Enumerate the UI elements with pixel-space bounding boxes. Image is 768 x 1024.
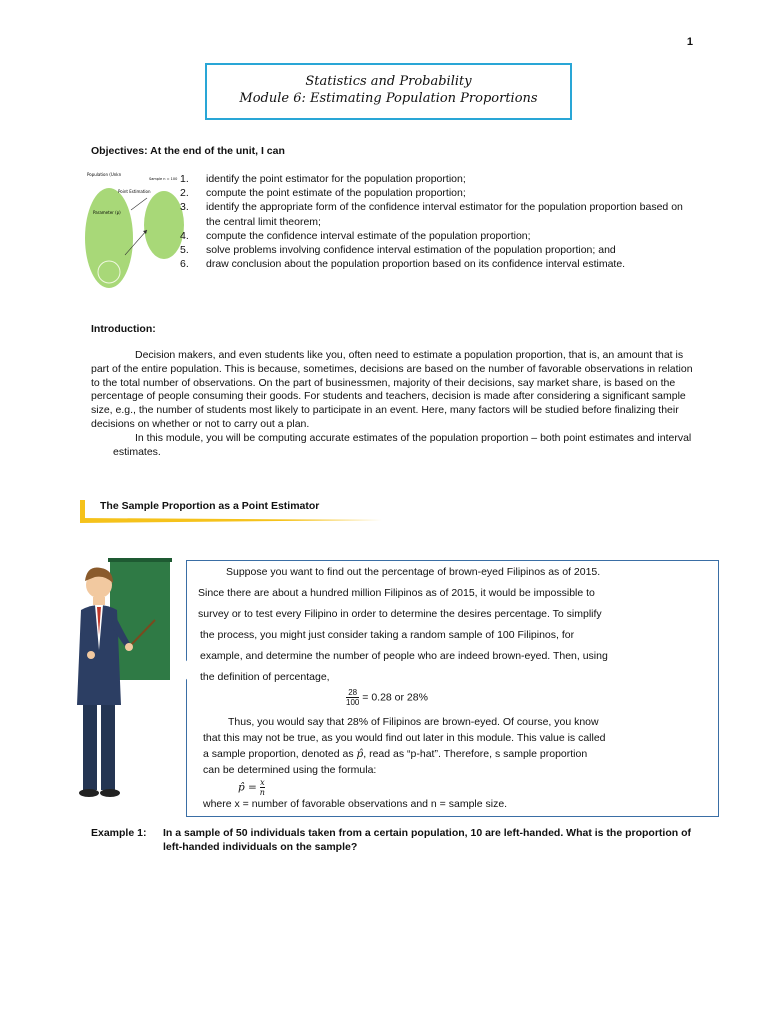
left-leg: [83, 705, 97, 790]
callout-line-phat: a sample proportion, denoted as p̂, read as “p-hat”. Therefore, s sample proportion: [203, 748, 588, 760]
objective-item: 5. solve problems involving confidence interval estimation of the population proportion; and: [180, 244, 616, 257]
title-box: [205, 63, 572, 120]
objective-item: 1. identify the point estimator for the population proportion;: [180, 173, 466, 185]
fraction: $\frac{28}{100}$: [346, 688, 360, 707]
example-text: In a sample of 50 individuals taken from a certain population, 10 are left-handed. What is the proportion of left-handed individuals on the sample?: [163, 827, 691, 853]
sample-ellipse: [144, 191, 184, 259]
objective-item: 6. draw conclusion about the population proportion based on its confidence interval estimate.: [180, 258, 626, 271]
objectives-list: [180, 172, 700, 271]
title-line-1: Statistics and Probability: [305, 74, 472, 89]
callout-line: Since there are about a hundred million Filipinos as of 2015, it would be impossible to: [198, 587, 595, 599]
introduction-body: [91, 349, 697, 459]
population-label: Population (Unkn: [87, 172, 122, 177]
sample-proportion-formula: p̂ = $\frac{x}{n}$: [238, 778, 265, 797]
callout-line: that this may not be true, as you would find out later in this module. This value is called: [203, 732, 606, 744]
title-line-2: Module 6: Estimating Population Proportions: [239, 91, 538, 106]
percentage-equation: $\frac{28}{100}$ = 0.28 or 28%: [346, 688, 428, 707]
intro-paragraph-1: Decision makers, and even students like you, often need to estimate a population proportion, that is, an amount that is part of the entire population. This is because, sometimes, decisions are based on the number of favorable observations in relation to the total number of observations. On the part of businessmen, majority of their decisions, say market share, is based on the percentage of people consuming their goods. For students and teachers, decision is made after considering a significant sample size, e.g., the number of students most likely to participate in an event. Here, many factors will be studied before finalizing their decisions on whether or not to carry out a plan.: [91, 349, 693, 430]
callout-line: where x = number of favorable observations and n = sample size.: [203, 798, 508, 810]
example-label: Example 1:: [91, 827, 147, 839]
page-number: 1: [686, 36, 693, 48]
introduction-heading: Introduction:: [91, 323, 156, 335]
population-sample-diagram: [85, 170, 185, 290]
callout-line: Thus, you would say that 28% of Filipinos are brown-eyed. Of course, you know: [228, 716, 599, 728]
objective-item: 2. compute the point estimate of the population proportion;: [180, 187, 466, 200]
estimation-arrow-1: [131, 198, 147, 210]
callout-line: the definition of percentage,: [200, 671, 330, 683]
callout-line: Suppose you want to find out the percentage of brown-eyed Filipinos as of 2015.: [226, 566, 601, 578]
callout-line: the process, you might just consider taking a random sample of 100 Filipinos, for: [200, 629, 575, 641]
parameter-label: Parameter (p): [93, 210, 121, 215]
intro-paragraph-2: In this module, you will be computing accurate estimates of the population proportion – both point estimates and interval estimates.: [113, 431, 692, 458]
callout-line: can be determined using the formula:: [203, 764, 377, 776]
callout-line: survey or to test every Filipino in order to determine the desires percentage. To simplify: [198, 608, 602, 620]
population-ellipse: [85, 188, 133, 288]
callout-line: example, and determine the number of people who are indeed brown-eyed. Then, using: [200, 650, 608, 662]
right-leg: [101, 705, 115, 790]
sample-label: Sample n = 100: [149, 177, 178, 181]
section-title: The Sample Proportion as a Point Estimator: [100, 500, 320, 512]
objectives-heading: Objectives: At the end of the unit, I can: [91, 145, 285, 157]
teacher-illustration: [75, 555, 190, 805]
objective-item: 4. compute the confidence interval estimate of the population proportion;: [180, 229, 531, 242]
objective-item: 3. identify the appropriate form of the confidence interval estimator for the population proportion based on the central limit theorem;: [180, 201, 683, 228]
point-estimation-label: Point Estimation: [118, 189, 151, 194]
